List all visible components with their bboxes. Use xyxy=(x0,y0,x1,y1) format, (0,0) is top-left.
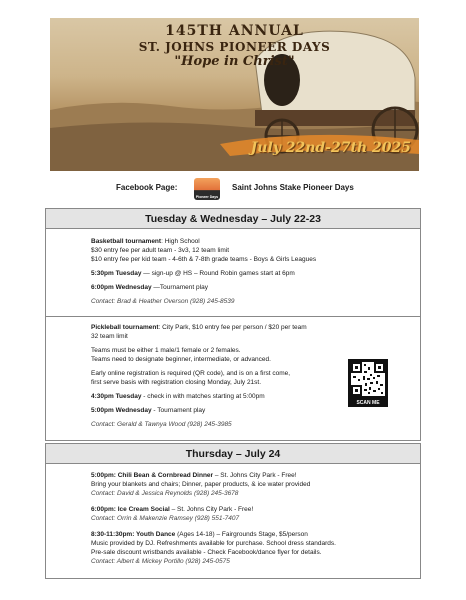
basketball-wednesday-time: 6:00pm Wednesday xyxy=(91,284,152,291)
registration-qr-code[interactable] xyxy=(348,359,388,407)
pioneer-days-logo-icon xyxy=(194,178,220,200)
youth-dance-desc-2: Pre-sale discount wristbands available - Check Facebook/dance flyer for details. xyxy=(91,549,322,556)
pickleball-tuesday-time: 4:30pm Tuesday xyxy=(91,393,142,400)
pickleball-block xyxy=(91,323,307,429)
youth-dance-contact: Contact: Albert & Mickey Portillo (928) 245-0575 xyxy=(91,558,230,565)
pickleball-registration-2: first serve basis with registration closing Monday, July 21st. xyxy=(91,379,262,386)
banner-theme: "Hope in Christ" xyxy=(174,54,295,69)
basketball-block xyxy=(91,237,316,306)
chili-dinner-place: – St. Johns City Park - Free! xyxy=(213,472,297,479)
pickleball-title-suffix: : City Park, $10 entry fee per person / $20 per team xyxy=(158,324,307,331)
facebook-label: Facebook Page: xyxy=(116,183,178,192)
chili-dinner-desc: Bring your blankets and chairs; Dinner, paper products, & ice water provided xyxy=(91,481,311,488)
pickleball-rule-2: Teams need to designate beginner, intermediate, or advanced. xyxy=(91,356,271,363)
basketball-title-suffix: : High School xyxy=(161,238,200,245)
ice-cream-place: – St. Johns City Park - Free! xyxy=(169,506,254,513)
pickleball-wednesday-text: - Tournament play xyxy=(151,407,206,414)
section-divider xyxy=(46,316,420,317)
basketball-wednesday-text: —Tournament play xyxy=(151,284,208,291)
banner-title-event: ST. JOHNS PIONEER DAYS xyxy=(138,40,331,54)
basketball-fee-adult: $30 entry fee per adult team - 3v3, 12 team limit xyxy=(91,247,230,254)
pickleball-title: Pickleball tournament xyxy=(91,324,159,331)
youth-dance-title: 8:30-11:30pm: Youth Dance xyxy=(91,531,176,538)
pickleball-tuesday-text: - check in with matches starting at 5:00pm xyxy=(141,393,265,400)
section-heading: Tuesday & Wednesday – July 22-23 xyxy=(46,209,420,229)
logo-text: Pioneer Days xyxy=(195,195,219,199)
youth-dance-block xyxy=(91,530,336,566)
qr-scan-label: SCAN ME xyxy=(356,400,380,406)
pickleball-wednesday-time: 5:00pm Wednesday xyxy=(91,407,152,414)
qr-code-icon xyxy=(351,362,385,396)
tuesday-wednesday-section xyxy=(45,208,421,441)
event-banner xyxy=(50,18,419,171)
thursday-section xyxy=(45,443,421,579)
youth-dance-desc-1: Music provided by DJ. Refreshments available for purchase. School dress standards. xyxy=(91,540,336,547)
youth-dance-place: (Ages 14-18) – Fairgrounds Stage, $5/person xyxy=(175,531,308,538)
facebook-page-name: Saint Johns Stake Pioneer Days xyxy=(232,183,354,192)
pickleball-contact: Contact: Gerald & Tawnya Wood (928) 245-3985 xyxy=(91,421,232,428)
basketball-tuesday-time: 5:30pm Tuesday xyxy=(91,270,142,277)
chili-dinner-contact: Contact: David & Jessica Reynolds (928) 245-3678 xyxy=(91,490,239,497)
banner-dates: July 22nd-27th 2025 xyxy=(250,140,411,156)
basketball-title: Basketball tournament xyxy=(91,238,162,245)
banner-title-annual: 145TH ANNUAL xyxy=(165,23,304,39)
facebook-row xyxy=(0,178,466,200)
ice-cream-title: 6:00pm: Ice Cream Social xyxy=(91,506,170,513)
pickleball-registration-1: Early online registration is required (QR code), and is on a first come, xyxy=(91,370,291,377)
ice-cream-contact: Contact: Orrin & Makenzie Ramsey (928) 551-7407 xyxy=(91,515,240,522)
pickleball-limit: 32 team limit xyxy=(91,333,128,340)
basketball-fee-kid: $10 entry fee per kid team - 4-6th & 7-8th grade teams - Boys & Girls Leagues xyxy=(91,256,317,263)
basketball-tuesday-text: — sign-up @ HS – Round Robin games start at 6pm xyxy=(141,270,295,277)
pickleball-rule-1: Teams must be either 1 male/1 female or 2 females. xyxy=(91,347,241,354)
basketball-contact: Contact: Brad & Heather Overson (928) 245-8539 xyxy=(91,298,235,305)
chili-dinner-title: 5:00pm: Chili Bean & Cornbread Dinner xyxy=(91,472,214,479)
section-heading: Thursday – July 24 xyxy=(46,444,420,464)
ice-cream-block xyxy=(91,505,253,523)
chili-dinner-block xyxy=(91,471,310,498)
